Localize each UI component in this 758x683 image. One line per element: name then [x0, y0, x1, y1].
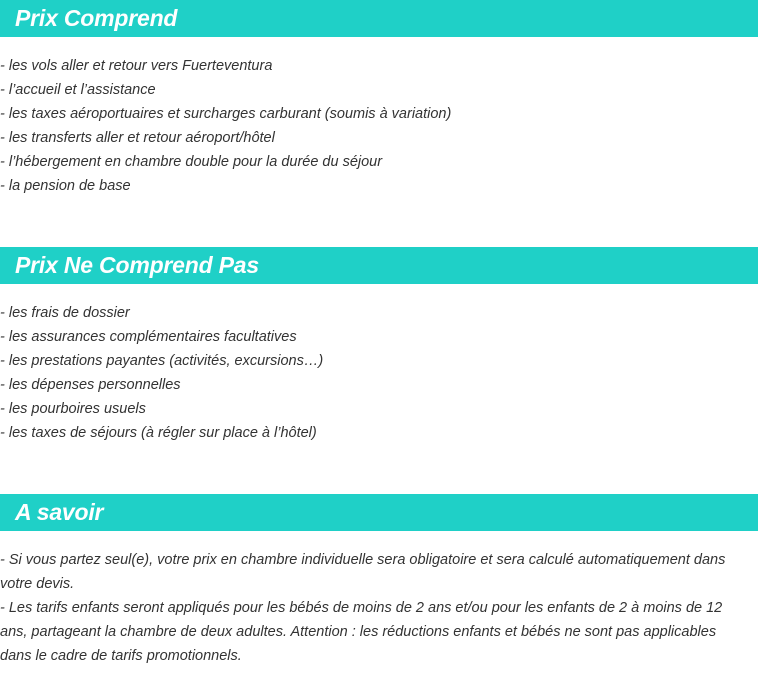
section-header-price-excludes [0, 247, 758, 284]
price-excludes-list [0, 284, 758, 445]
section-price-excludes [0, 247, 758, 445]
section-header-good-to-know [0, 494, 758, 531]
section-header-price-includes [0, 0, 758, 37]
info-paragraph: - Si vous partez seul(e), votre prix en chambre individuelle sera obligatoire et sera calculé automatiquement dans votre devis. [0, 552, 726, 592]
list-item: - les vols aller et retour vers Fuerteventura [0, 58, 273, 74]
section-title-price-includes: Prix Comprend [15, 5, 178, 31]
list-item: - les taxes aéroportuaires et surcharges carburant (soumis à variation) [0, 106, 452, 122]
section-title-good-to-know: A savoir [15, 499, 104, 525]
section-price-includes [0, 0, 758, 198]
section-good-to-know [0, 494, 758, 668]
list-item: - les taxes de séjours (à régler sur place à l’hôtel) [0, 425, 317, 441]
list-item: - les prestations payantes (activités, excursions…) [0, 353, 324, 369]
price-includes-list [0, 37, 758, 198]
list-item: - les pourboires usuels [0, 401, 146, 417]
list-item: - les frais de dossier [0, 305, 130, 321]
list-item: - la pension de base [0, 178, 131, 194]
list-item: - l’accueil et l’assistance [0, 82, 156, 98]
list-item: - les transferts aller et retour aéroport/hôtel [0, 130, 275, 146]
list-item: - les assurances complémentaires facultatives [0, 329, 297, 345]
good-to-know-text [0, 531, 758, 668]
list-item: - l’hébergement en chambre double pour la durée du séjour [0, 154, 383, 170]
list-item: - les dépenses personnelles [0, 377, 181, 393]
section-title-price-excludes: Prix Ne Comprend Pas [15, 252, 259, 278]
info-paragraph: - Les tarifs enfants seront appliqués pour les bébés de moins de 2 ans et/ou pour les enfants de 2 à moins de 12 ans, partageant la chambre de deux adultes. Attention : les réductions enfants et bébés ne sont pas applicables dans le cadre de tarifs promotionnels. [0, 600, 723, 664]
